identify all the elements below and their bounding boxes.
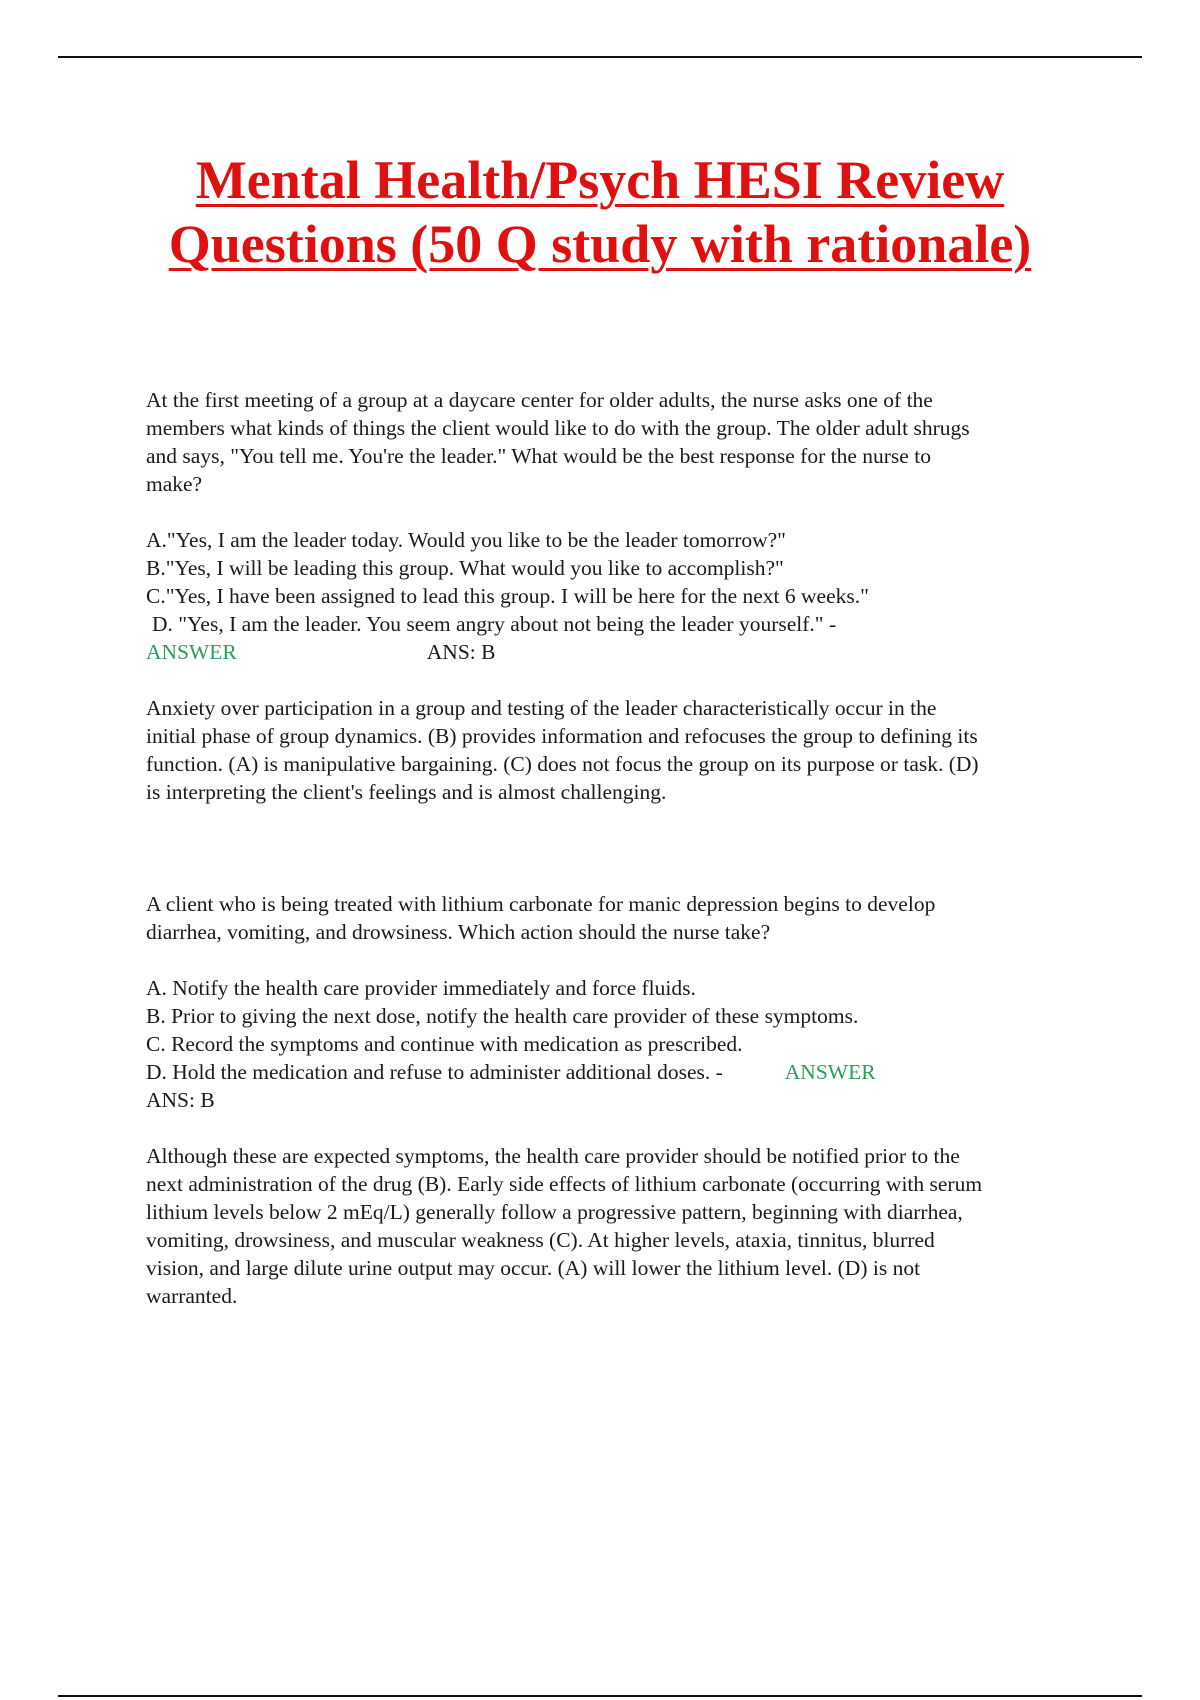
option-b: B. Prior to giving the next dose, notify the health care provider of these symptoms. — [146, 1004, 859, 1028]
question-1-options — [146, 526, 1096, 666]
question-1-stem — [146, 386, 1096, 498]
rationale-line: warranted. — [146, 1284, 238, 1308]
rationale-line: Although these are expected symptoms, the health care provider should be notified prior to the — [146, 1144, 960, 1168]
rationale-line: next administration of the drug (B). Early side effects of lithium carbonate (occurring with serum — [146, 1172, 983, 1196]
bottom-rule — [58, 1695, 1142, 1697]
answer-value: ANS: B — [146, 1088, 215, 1112]
question-2-stem — [146, 890, 1096, 946]
top-rule — [58, 56, 1142, 58]
stem-line: diarrhea, vomiting, and drowsiness. Which action should the nurse take? — [146, 920, 771, 944]
question-1-rationale — [146, 694, 1096, 806]
option-a: A. Notify the health care provider immediately and force fluids. — [146, 976, 696, 1000]
rationale-line: initial phase of group dynamics. (B) provides information and refocuses the group to defining its — [146, 724, 978, 748]
option-d-row — [146, 1058, 1096, 1086]
answer-label: ANSWER — [784, 1060, 876, 1084]
answer-label: ANSWER — [146, 640, 237, 664]
rationale-line: is interpreting the client's feelings and is almost challenging. — [146, 780, 667, 804]
rationale-line: lithium levels below 2 mEq/L) generally follow a progressive pattern, beginning with diarrhea, — [146, 1200, 963, 1224]
rationale-line: vomiting, drowsiness, and muscular weakness (C). At higher levels, ataxia, tinnitus, blurred — [146, 1228, 935, 1252]
question-2 — [146, 890, 1096, 1310]
answer-row — [146, 638, 1096, 666]
answer-value: ANS: B — [426, 640, 496, 664]
stem-line: and says, "You tell me. You're the leader." What would be the best response for the nurse to — [146, 444, 931, 468]
option-c: C. Record the symptoms and continue with medication as prescribed. — [146, 1032, 743, 1056]
document-body — [146, 386, 1096, 1310]
rationale-line: function. (A) is manipulative bargaining. (C) does not focus the group on its purpose or task. (D) — [146, 752, 979, 776]
question-2-options — [146, 974, 1096, 1114]
stem-line: At the first meeting of a group at a daycare center for older adults, the nurse asks one of the — [146, 388, 933, 412]
document-title — [100, 148, 1100, 276]
option-b: B."Yes, I will be leading this group. What would you like to accomplish?" — [146, 556, 784, 580]
option-d: D. "Yes, I am the leader. You seem angry about not being the leader yourself." - — [152, 612, 837, 636]
option-a: A."Yes, I am the leader today. Would you like to be the leader tomorrow?" — [146, 528, 786, 552]
question-2-rationale — [146, 1142, 1096, 1310]
stem-line: A client who is being treated with lithium carbonate for manic depression begins to develop — [146, 892, 936, 916]
option-c: C."Yes, I have been assigned to lead this group. I will be here for the next 6 weeks." — [146, 584, 869, 608]
stem-line: make? — [146, 472, 203, 496]
title-line-1: Mental Health/Psych HESI Review — [195, 150, 1005, 210]
stem-line: members what kinds of things the client would like to do with the group. The older adult shrugs — [146, 416, 970, 440]
title-line-2: Questions (50 Q study with rationale) — [168, 214, 1032, 274]
option-d: D. Hold the medication and refuse to administer additional doses. - — [146, 1060, 723, 1084]
rationale-line: vision, and large dilute urine output may occur. (A) will lower the lithium level. (D) is not — [146, 1256, 921, 1280]
question-1 — [146, 386, 1096, 806]
rationale-line: Anxiety over participation in a group and testing of the leader characteristically occur in the — [146, 696, 937, 720]
